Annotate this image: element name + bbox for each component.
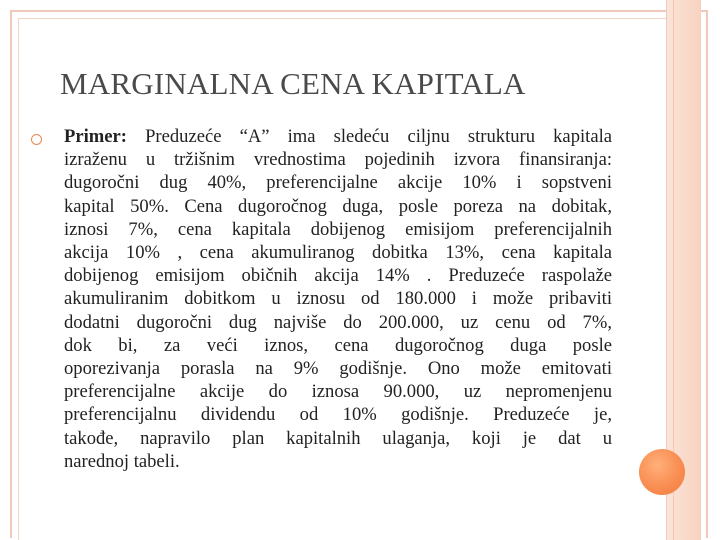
orange-circle-decoration-icon [639, 449, 685, 495]
bullet-line-9: dodatni dugoročni dug najviše do 200.000, uz cenu od 7%, [64, 311, 612, 333]
bullet-line-12: preferencijalne akcije do iznosa 90.000, uz nepromenjenu [64, 381, 612, 403]
slide-title: MARGINALNA CENA KAPITALA [60, 66, 526, 101]
bullet-line-7: dobijenog emisijom običnih akcija 14% . Preduzeće raspolaže [64, 265, 612, 287]
bullet-lead-label: Primer: [64, 126, 127, 147]
hollow-circle-bullet-icon [31, 134, 42, 145]
bullet-line-1 [64, 125, 612, 148]
bullet-line-1-text: Preduzeće “A” ima sledeću ciljnu strukturu kapitala [126, 126, 612, 147]
bullet-line-15: narednoj tabeli. [64, 450, 180, 472]
bullet-line-8: akumuliranim dobitkom u iznosu od 180.000 i može pribaviti [64, 288, 612, 310]
bullet-text-block [64, 125, 612, 473]
bullet-line-5: iznosi 7%, cena kapitala dobijenog emisijom preferencijalnih [64, 218, 612, 240]
bullet-line-11: oporezivanja porasla na 9% godišnje. Ono može emitovati [64, 358, 612, 380]
bullet-line-4: kapital 50%. Cena dugoročnog duga, posle poreza na dobitak, [64, 195, 612, 217]
bullet-line-10: dok bi, za veći iznos, cena dugoročnog duga posle [64, 334, 612, 356]
bullet-line-2: izraženu u tržišnim vrednostima pojedinih izvora finansiranja: [64, 149, 612, 171]
bullet-line-6: akcija 10% , cena akumuliranog dobitka 13%, cena kapitala [64, 242, 612, 264]
bullet-line-14: takođe, napravilo plan kapitalnih ulaganja, koji je dat u [64, 427, 612, 449]
bullet-line-13: preferencijalnu dividendu od 10% godišnje. Preduzeće je, [64, 404, 612, 426]
bullet-line-3: dugoročni dug 40%, preferencijalne akcije 10% i sopstveni [64, 172, 612, 194]
